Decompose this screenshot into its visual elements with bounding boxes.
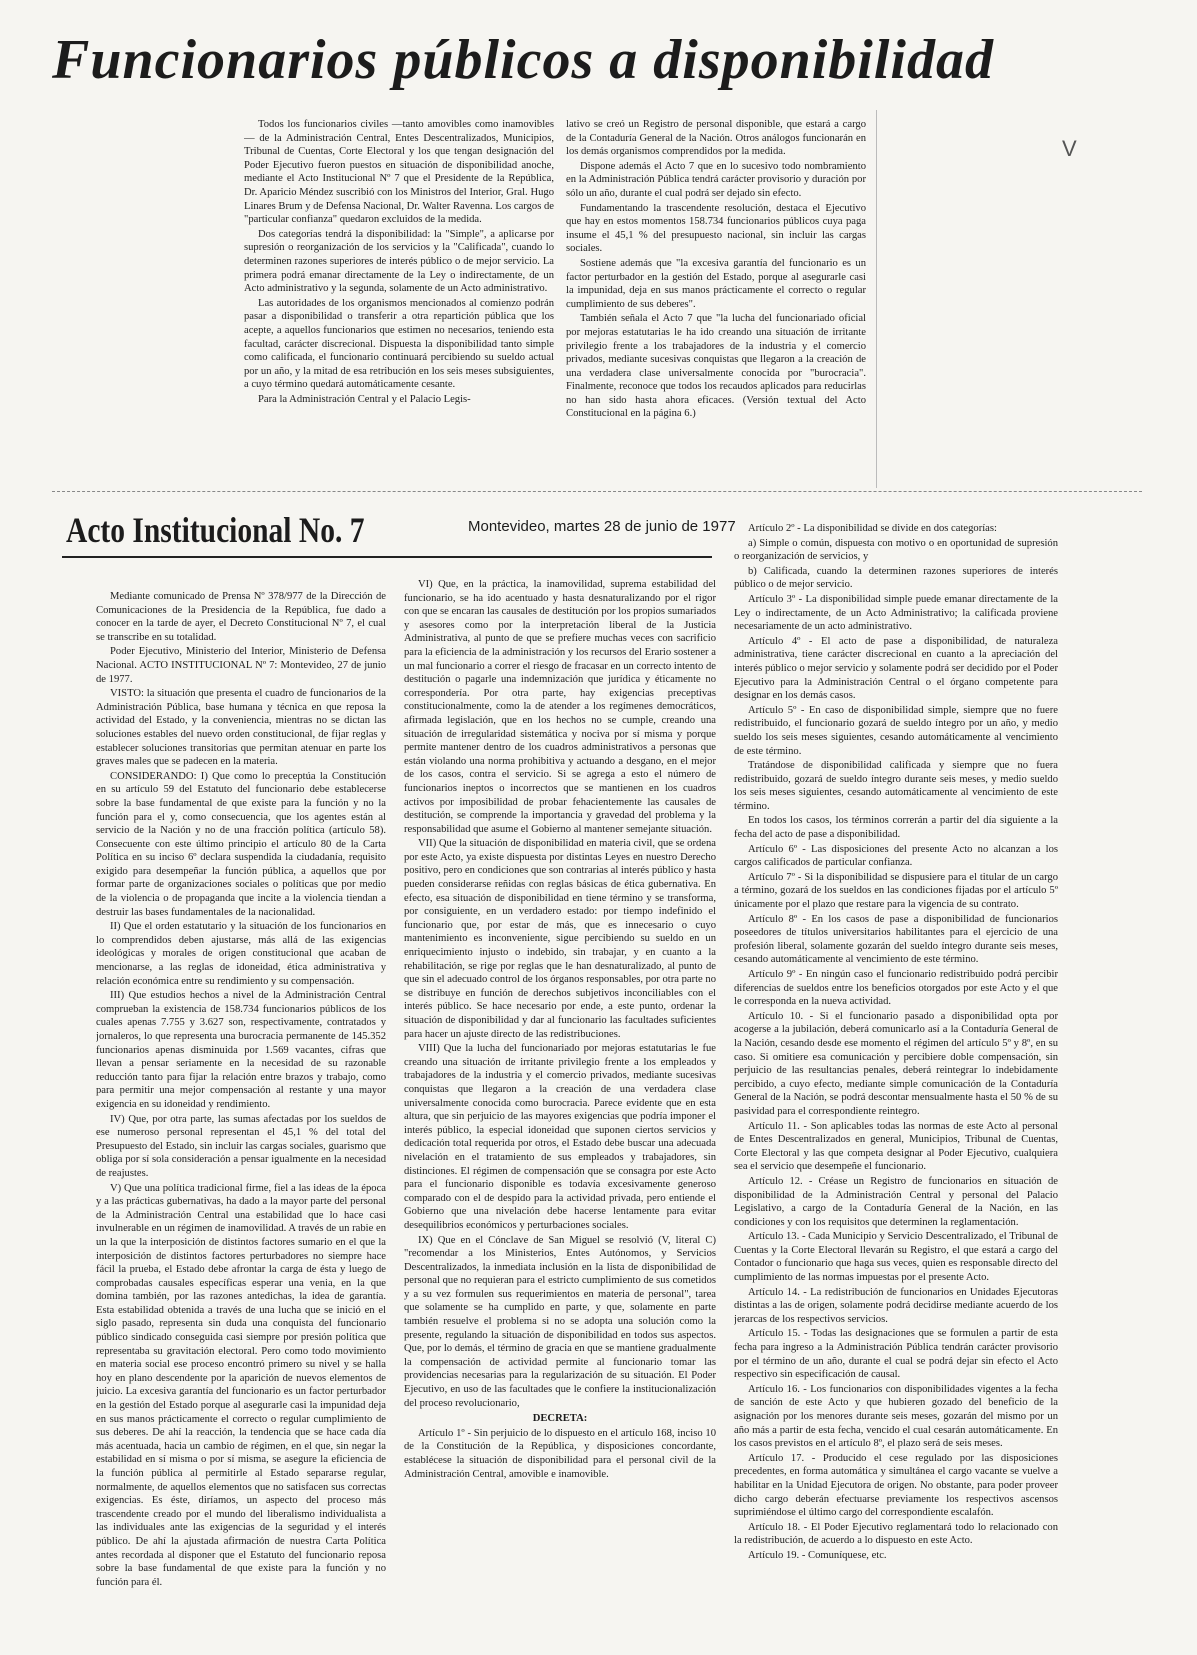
- paragraph: V) Que una política tradicional firme, fiel a las ideas de la época y a las prácticas gubernativas, ha dado a la mayor parte del personal de la Administración Central una estabilidad que lo hace casi invulnerable en un régimen de inamovilidad. A través de un rabie en un la que la interposición de distintos factores sumario en el que la interposición de distintos factores perturbadores no siempre hace fácil la prueba, el Estado debe afrontar la carga de ésta y luego de comprobadas causales específicas esperar una venia, en la que domina también, por las razones antedichas, la idea de garantía. Esta estabilidad obtenida a través de una lucha que se inició en el siglo pasado, representa sin duda una conquista del funcionario público sindicado conseguida casi siempre por presión política que representaba su gravitación electoral. Pero como todo movimiento en materia social ese proceso encontró primero su nivel y se halla hoy en plano descendente por la aparición de nuevos elementos de juicio. La excesiva garantía del funcionario es un factor perturbador en la gestión del Estado porque al asegurarle casi la impunidad deja en sus manos prácticamente el correcto o regular cumplimiento de sus deberes. De ahí la reacción, la tendencia que se hace cada día más acentuada, hacia un cambio de régimen, en el que, sin negar la estabilidad en sí misma o por sí misma, se asegure la eficiencia de la función pública al permitirle al Estado separarse regular, normalmente, de aquellos elementos que no satisfacen sus correctas exigencias. Es éste, diríamos, un aspecto del proceso más trascendente creado por el mundo del liberalismo individualista a las individuales ante las exigencias de la seguridad y el interés público. De ahí la ajustada afirmación de nuestra Carta Política antes recordada al disponer que el Estatuto del funcionario reposa sobre la base fundamental de que existe para la función y no función para él.: [96, 1182, 386, 1588]
- paragraph: También señala el Acto 7 que "la lucha del funcionariado oficial por mejoras estatutarias le ha ido creando una situación de irritante privilegio frente a los trabajadores de la industria y el comercio privados, mediante sucesivas conquistas que llegaron a la creación de una verdadera clase universalmente conocida por "burocracia". Finalmente, reconoce que todos los recaudos aplicados para reducirlas no han sido hasta ahora eficaces. (Versión textual del Acto Constitucional en la página 6.): [566, 313, 866, 420]
- paragraph: Artículo 1º - Sin perjuicio de lo dispuesto en el artículo 168, inciso 10 de la Constitución de la República, y disposiciones concordante, establécese la situación de disponibilidad para el personal civil de la Administración Central, amovible e inamovible.: [404, 1427, 716, 1480]
- paragraph: Artículo 8º - En los casos de pase a disponibilidad de funcionarios poseedores de títulos universitarios habilitantes para el ejercicio de una profesión liberal, solamente gozarán del sueldo íntegro durante seis meses, cesando automáticamente al vencimiento de este término.: [734, 913, 1058, 966]
- paragraph: CONSIDERANDO: I) Que como lo preceptúa la Constitución en su artículo 59 del Estatuto del funcionario debe establecerse sobre la base fundamental de que existe para la función y no la función para el y, como consecuencia, que los agentes están al servicio de la Nación y no de una fracción política (artículo 58). Consecuente con este último principio el artículo 80 de la Carta Política en su inciso 6º declara suspendida la ciudadanía, requisito exigido para desempeñar la función pública, a aquellos que por formar parte de organizaciones sociales o políticas que por medio de la violencia o de propaganda que incite a la violencia tiendan a destruir las bases fundamentales de la nacionalidad.: [96, 770, 386, 918]
- paragraph: VIII) Que la lucha del funcionariado por mejoras estatutarias le fue creando una situación de irritante privilegio frente a los empleados y trabajadores de la industria y el comercio privados, mediante sucesivas conquistas que llegaron a la creación de una verdadera clase universalmente conocida como burocracia. Parece evidente que en esta altura, que sin perjuicio de las mayores exigencias que podría imponer el interés público, la especial idoneidad que suponen ciertos servicios y dedicación total requerida por otros, el Estado debe buscar una adecuada nivelación en el tratamiento de sus empleados y trabajadores, sin distinciones. El régimen de compensación que se consagra por este Acto para el funcionario disponible es todavía excesivamente generoso comparado con el de despido para la actividad privada, pero entiende el Gobierno que una nivelación debe hacerse lentamente para evitar desequilibrios económicos y perturbaciones sociales.: [404, 1043, 716, 1231]
- paragraph: Artículo 10. - Si el funcionario pasado a disponibilidad opta por acogerse a la jubilación, deberá comunicarlo así a la Contaduría General de la Nación, cesando desde ese momento el régimen del artículo 5º y 8º, en su caso. Si omitiere esa comunicación y percibiere doble compensación, sin perjuicio de las resultancias penales, deberá reintegrar lo indebidamente percibido, a cuyo efecto, mediante simple comunicación de la Contaduría General de la Nación, se podrá descontar mensualmente hasta el 50 % de su pasividad para el correspondiente reintegro.: [734, 1010, 1058, 1117]
- paragraph: lativo se creó un Registro de personal disponible, que estará a cargo de la Contaduría General de la Nación. Otros análogos funcionarán en los demás organismos comprendidos por la medida.: [566, 119, 866, 158]
- paragraph: Para la Administración Central y el Palacio Legis-: [258, 393, 471, 405]
- section-rule: [62, 556, 712, 558]
- paragraph: Las autoridades de los organismos mencionados al comienzo podrán pasar a disponibilidad o transferir a otra repartición pública que los acepte, a aquellos funcionarios que estimen no necesarios, teniendo esta facultad, carácter discrecional. Dispuesta la disponibilidad tanto simple como calificada, el funcionario continuará percibiendo su sueldo actual por un año, y la mitad de esa retribución en los seis meses subsiguientes, a cuyo término quedará automáticamente cesante.: [244, 297, 554, 391]
- paragraph: Tratándose de disponibilidad calificada y siempre que no fuera redistribuido, gozará de sueldo íntegro durante seis meses, y medio sueldo los seis meses siguientes, cesando automáticamente al vencimiento de este término.: [734, 760, 1058, 812]
- paragraph: Poder Ejecutivo, Ministerio del Interior, Ministerio de Defensa Nacional. ACTO INSTITUCIONAL Nº 7: Montevideo, 27 de junio de 1977.: [96, 646, 386, 685]
- paragraph: Artículo 13. - Cada Municipio y Servicio Descentralizado, el Tribunal de Cuentas y la Corte Electoral llevarán su Registro, el que estará a cargo del Contador o funcionario que haga sus veces, quien es responsable directo del cumplimiento de las normas impuestas por el presente Acto.: [734, 1231, 1058, 1284]
- article-column-1: [244, 118, 554, 484]
- paragraph: Artículo 5º - En caso de disponibilidad simple, siempre que no fuere redistribuido, el funcionario gozará de sueldo íntegro por un año, y medio sueldo los seis meses siguientes, cesando automáticamente al vencimiento de este término.: [734, 704, 1058, 757]
- paragraph: a) Simple o común, dispuesta con motivo o en oportunidad de supresión o reorganización de servicios, y: [734, 537, 1058, 563]
- paragraph: Artículo 14. - La redistribución de funcionarios en Unidades Ejecutoras distintas a las de origen, solamente podrá decidirse mediante acuerdo de los jerarcas de los respectivos servicios.: [734, 1286, 1058, 1325]
- paragraph: Dispone además el Acto 7 que en lo sucesivo todo nombramiento en la Administración Pública tendrá carácter provisorio y duración por sólo un año, durante el cual podrá ser dejado sin efecto.: [566, 160, 866, 199]
- act-column-1: [96, 590, 386, 1590]
- paragraph: VISTO: la situación que presenta el cuadro de funcionarios de la Administración Pública, base humana y técnica en que reposa la actividad del Estado, y la conveniencia, mientras no se dictan las soluciones estables del nuevo orden constitucional, de fijar reglas y establecer soluciones transitorias que permitan atenuar en parte los graves males que se padecen en la materia.: [96, 688, 386, 768]
- paragraph: Artículo 6º - Las disposiciones del presente Acto no alcanzan a los cargos calificados de particular confianza.: [734, 843, 1058, 869]
- paragraph: En todos los casos, los términos correrán a partir del día siguiente a la fecha del acto de pase a disponibilidad.: [734, 815, 1058, 841]
- paragraph: IV) Que, por otra parte, las sumas afectadas por los sueldos de ese numeroso personal representan el 45,1 % del total del Presupuesto del Estado, sin incluir las cargas sociales, guarismo que obliga por sí sola consideración a pensar igualmente en la necesidad de reajustes.: [96, 1113, 386, 1179]
- paragraph: Artículo 18. - El Poder Ejecutivo reglamentará todo lo relacionado con la redistribución, de acuerdo a lo dispuesto en este Acto.: [734, 1521, 1058, 1547]
- paragraph: Artículo 7º - Si la disponibilidad se dispusiere para el titular de un cargo a término, gozará de los sueldos en las condiciones fijadas por el artículo 5º únicamente por el plazo que restare para la vigencia de su contrato.: [734, 871, 1058, 911]
- paragraph: VI) Que, en la práctica, la inamovilidad, suprema estabilidad del funcionario, se ha ido acentuado y hasta desnaturalizando por el rigor con que se encaran las causales de destitución por los propios sumariados y asesores como por la interpretación liberal de la Justicia Administrativa, al punto de que se prefiere muchas veces con sacrificio para la eficiencia de la administración y los recursos del Erario sostener a un mal funcionario a correr el riesgo de fracasar en un correcto intento de destitución o pagarle una indemnización que jurídica y éticamente no correspondería. Por otra parte, hay exigencias preceptivas constitucionalmente, como la de atender a los regímenes democráticos, afirmada legislación, que en los hechos no se cumple, creando una situación de irregularidad sistemática y nociva por sí misma y porque permite mantener dentro de los cuadros administrativos a personas que están violando una norma prohibitiva y actuando a desgano, en el mejor de los casos, contra el servicio. Si se agrega a esto el número de funcionarios ineptos o incorrectos que se mantienen en los cuadros activos por imposibilidad de probar fehacientemente las causales de destitución, se comprende la importancia y gravedad del problema y la responsabilidad que asume el Gobierno al mantener semejante situación.: [404, 579, 716, 835]
- paragraph: VII) Que la situación de disponibilidad en materia civil, que se ordena por este Acto, ya existe dispuesta por distintas Leyes en nuestro Derecho positivo, pero en condiciones que son contrarias al interés público y hasta pueden considerarse reñidas con reglas básicas de ética gubernativa. En efecto, esa situación de disponibilidad en tiene término y se transforma, por consiguiente, en un verdadero estado: por tiempo indefinido el funcionario que, por estar de más, que es innecesario o cuyo mantenimiento es inconveniente, sigue percibiendo su sueldo en un enriquecimiento injusto o indebido, sin trabajar, y en cuanto a la rehabilitación, se rige por reglas que le han desnaturalizado, al punto de que sin el adecuado control de los órganos responsables, por otra parte no se distribuye en función de derechos subjetivos inconciliables con el interés público. Se hace necesario por ende, a este punto, ordenar la situación de disponibilidad y dar al funcionario las facultades suficientes para hacer un ajuste directo de las redistribuciones.: [404, 838, 716, 1040]
- paragraph: Artículo 11. - Son aplicables todas las normas de este Acto al personal de Entes Descentralizados en general, Municipios, Tribunal de Cuentas, Corte Electoral y las que competa designar al Poder Ejecutivo, cualquiera sea el servicio que desempeñe el funcionario.: [734, 1120, 1058, 1173]
- section-title: Acto Institucional No. 7: [66, 510, 365, 550]
- paragraph: Artículo 16. - Los funcionarios con disponibilidades vigentes a la fecha de sanción de este Acto y que hubieren gozado del beneficio de la asignación por los menores durante seis meses, gozarán del mismo por un año más a partir de esta fecha, vencido el cual cesarán automáticamente. En los casos previstos en el artículo 8º, el plazo será de seis meses.: [734, 1383, 1058, 1450]
- article-column-2: [566, 118, 866, 484]
- decree-heading: DECRETA:: [532, 1413, 588, 1425]
- paragraph: Artículo 9º - En ningún caso el funcionario redistribuido podrá percibir diferencias de sueldos entre los beneficios otorgados por este Acto y el que le corresponda en la nueva actividad.: [734, 969, 1058, 1008]
- margin-mark: V: [1062, 136, 1077, 161]
- paragraph: b) Calificada, cuando la determinen razones superiores de interés público o de mejor servicio.: [734, 565, 1058, 591]
- headline: Funcionarios públicos a disponibilidad: [52, 29, 994, 91]
- paragraph: Dos categorías tendrá la disponibilidad: la "Simple", a aplicarse por supresión o reorganización de los servicios y la "Calificada", cuando lo determinen razones superiores de interés público o de mejor servicio. La primera podrá emanar directamente de la Ley o indirectamente, de un Acto administrativo y la segunda, solamente de un Acto administrativo.: [244, 228, 554, 295]
- paragraph: Artículo 2º - La disponibilidad se divide en dos categorías:: [748, 523, 997, 534]
- act-column-3: [734, 522, 1058, 1602]
- paragraph: Artículo 12. - Créase un Registro de funcionarios en situación de disponibilidad de la Administración Central y personal del Palacio Legislativo, a cargo de la Contaduría General de la Nación, en las condiciones y con los requisitos que determinen la reglamentación.: [734, 1175, 1058, 1228]
- paragraph: Artículo 4º - El acto de pase a disponibilidad, de naturaleza administrativa, tiene carácter discrecional en cuanto a la apreciación del interés público o mejor servicio y solamente podrá ser decidido por el Poder Ejecutivo para la Administración Central o el órgano competente para designar en los demás casos.: [734, 635, 1058, 702]
- paragraph: IX) Que en el Cónclave de San Miguel se resolvió (V, literal C) "recomendar a los Ministerios, Entes Autónomos, y Servicios Descentralizados, la inmediata inclusión en la lista de disponibilidad de personal que no requieran para el estricto cumplimiento de sus cometidos y a su vez formulen sus requerimientos en materia de personal", tarea que solamente se ha cumplido en parte, y que, solamente en parte también resuelve el problema si no se adopta una solución como la presente, regulando la situación de disponibilidad en todos sus aspectos. Que, por lo demás, el término de gracia en que se mantiene gradualmente la compensación de actividad permite al funcionario tomar las providencias necesarias para la regularización de su situación. El Poder Ejecutivo, en uso de las facultades que le confiere la institucionalización del proceso revolucionario,: [404, 1234, 716, 1409]
- paragraph: Artículo 17. - Producido el cese regulado por las disposiciones precedentes, en forma automática y simultánea el cargo vacante se vuelve a habilitar en la Unidad Ejecutora de origen. No obstante, para poder proveer dicho cargo deberán efectuarse previamente los respectivos ascensos suprimiéndose el último cargo del correspondiente escalafón.: [734, 1452, 1058, 1519]
- act-column-2: [404, 578, 716, 1578]
- paragraph: Artículo 15. - Todas las designaciones que se formulen a partir de esta fecha para ingreso a la Administración Pública tendrán carácter provisorio por el término de un año, durante el cual se podrá dejar sin efecto el Acto respectivo sin especificación de causal.: [734, 1328, 1058, 1381]
- paragraph: Fundamentando la trascendente resolución, destaca el Ejecutivo que hay en estos momentos 158.734 funcionarios públicos cuya paga insume el 45,1 % del presupuesto nacional, sin incluir las cargas sociales.: [566, 202, 866, 255]
- paragraph: Artículo 3º - La disponibilidad simple puede emanar directamente de la Ley o indirectamente, de un Acto Administrativo; la calificada proviene necesariamente de un acto administrativo.: [734, 593, 1058, 633]
- paragraph: II) Que el orden estatutario y la situación de los funcionarios en lo comprendidos deben ajustarse, más allá de las exigencias ideológicas y morales de origen constitucional que acaban de mencionarse, a las reglas de idoneidad, ética administrativa y relación económica entre su rendimiento y su compensación.: [96, 921, 386, 987]
- divider: [52, 491, 1142, 492]
- paragraph: Sostiene además que "la excesiva garantía del funcionario es un factor perturbador en la gestión del Estado, porque al asegurarle casi la impunidad, deja en sus manos prácticamente el correcto o regular cumplimiento de sus deberes".: [566, 257, 866, 310]
- paragraph: Todos los funcionarios civiles —tanto amovibles como inamovibles— de la Administración Central, Entes Descentralizados, Municipios, Tribunal de Cuentas, Corte Electoral y los que tengan designación del Poder Ejecutivo fueron puestos en situación de disponibilidad anoche, mediante el Acto Institucional Nº 7 que el Presidente de la República, Dr. Aparicio Méndez suscribió con los Ministros del Interior, Gral. Hugo Linares Brum y de Defensa Nacional, Dr. Walter Ravenna. Los cargos de "particular confianza" quedaron excluidos de la medida.: [244, 119, 554, 226]
- paragraph: Mediante comunicado de Prensa Nº 378/977 de la Dirección de Comunicaciones de la Presidencia de la República, fue dado a conocer en la tarde de ayer, el Decreto Constitucional Nº 7, el cual se transcribe en su totalidad.: [96, 591, 386, 643]
- paragraph: Artículo 19. - Comuníquese, etc.: [748, 1549, 887, 1561]
- paragraph: III) Que estudios hechos a nivel de la Administración Central comprueban la existencia de 158.734 funcionarios públicos de los cuales apenas 7.755 y 3.627 son, respectivamente, contratados y jornaleros, lo que representa una burocracia permanente de 145.352 funcionarios apenas disminuida por 1.569 vacantes, cifras que llevan a pensar seriamente en la necesidad de su razonable reducción tanto para fijar la relación entre brazos y trabajo, como para permitir una mejor compensación al restante y una mayor exigencia en su idoneidad y rendimiento.: [96, 990, 386, 1110]
- dateline: Montevideo, martes 28 de junio de 1977: [468, 518, 736, 535]
